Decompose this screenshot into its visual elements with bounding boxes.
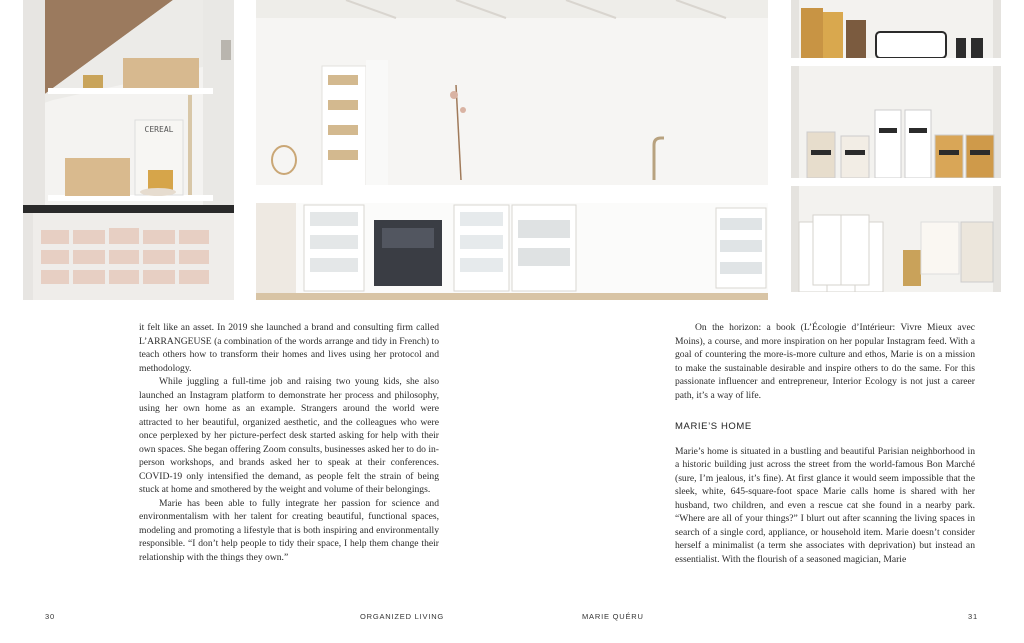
section-heading: MARIE’S HOME	[675, 421, 752, 432]
page-number-right: 31	[968, 612, 978, 621]
running-footer-left: ORGANIZED LIVING	[360, 612, 445, 621]
cereal-label: CEREAL	[144, 125, 174, 134]
left-text-column	[139, 321, 439, 564]
left-paragraph-3: Marie has been able to fully integrate her passion for science and environmentalism with her talent for creating beautiful, functional spaces, modeling and promoting a lifestyle that is both inspiring and environmentally responsible. “I don’t help people to tidy their space, I help them change their relationship with the things they own.”	[139, 497, 439, 563]
left-paragraph-2: While juggling a full-time job and raising two young kids, she also launched an Instagram platform to demonstrate her process and philosophy, using her own home as an example. Strangers around the world were attracted to her beautiful, organized aesthetic, and the colleagues who were once perplexed by her picture-perfect desk started asking for help with their own spaces. She began offering Zoom consults, businesses asked her to do in-person workshops, and brands asked her to speak at their conferences. COVID-19 only intensified the demand, as people felt the strain of being stuck at home and smothered by the weight and volume of their belongings.	[139, 376, 439, 495]
photo-pantry-shelves	[791, 0, 1001, 300]
right-paragraph-2: Marie’s home is situated in a bustling and beautiful Parisian neighborhood in a historic building just across the street from the world-famous Bon Marché (sure, I’m jealous, it’s fine). At first glance it would seem impossible that the sleek, white, 645-square-foot space Marie calls home is shared with her husband, two children, and even a rescue cat she found in a nearby park. “Where are all of your things?” I blurt out after scanning the living spaces in search of a single cord, appliance, or household item. Marie doesn’t consider herself a minimalist (a term she associates with deprivation) but instead an essentialist. With the flourish of a seasoned magician, Marie	[675, 445, 975, 565]
running-footer-right: MARIE QUÉRU	[582, 612, 644, 621]
photo-white-kitchen	[256, 0, 768, 300]
right-paragraph-1: On the horizon: a book (L’Écologie d’Intérieur: Vivre Mieux avec Moins), a course, and more inspiration on her popular Instagram feed. With a goal of countering the more-is-more culture and ethos, Marie is on a mission to make the sustainable desirable and inspire others to do the same. For this passionate influencer and entrepreneur, Interior Ecology is not just a career path, it’s a way of life.	[675, 322, 975, 401]
page-number-left: 30	[45, 612, 55, 621]
left-paragraph-1: it felt like an asset. In 2019 she launched a brand and consulting firm called L’ARRANGEUSE (a combination of the words arrange and tidy in French) to teach others how to transform their homes and lives using her protocol and methodology.	[139, 322, 439, 374]
photo-understair-shelves	[23, 0, 234, 300]
right-text-column	[675, 321, 975, 566]
